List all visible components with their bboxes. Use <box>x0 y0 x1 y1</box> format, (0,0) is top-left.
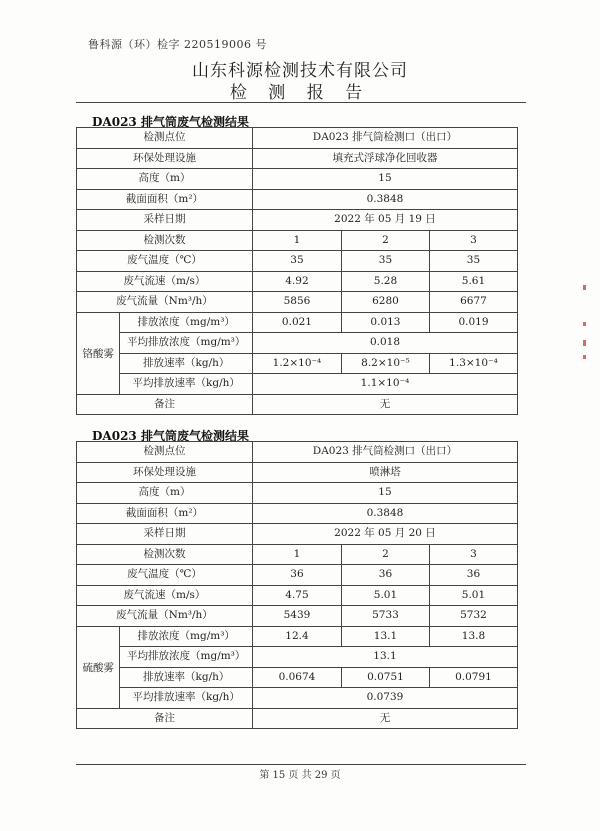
flow-cell: 5856 <box>252 292 341 313</box>
table-row <box>77 353 518 374</box>
speed-cell: 4.75 <box>252 585 341 606</box>
footer-rule <box>76 764 526 765</box>
table-row <box>77 626 518 647</box>
conc-cell: 13.1 <box>341 626 429 647</box>
table-row <box>77 708 518 729</box>
conc-label: 排放浓度（mg/m³） <box>120 626 252 647</box>
rate-cell: 0.0791 <box>429 667 517 688</box>
avg-rate-value: 1.1×10⁻⁴ <box>252 374 517 395</box>
section1-title: DA023 排气筒废气检测结果 <box>92 115 249 129</box>
point-value: DA023 排气筒检测口（出口） <box>252 442 517 463</box>
avg-rate-label: 平均排放速率（kg/h） <box>120 374 252 395</box>
document-number: 鲁科源（环）检字 220519006 号 <box>88 38 267 51</box>
table-row <box>77 688 518 709</box>
avg-conc-value: 13.1 <box>252 647 517 668</box>
height-label: 高度（m） <box>77 483 253 504</box>
count-cell: 3 <box>429 544 517 565</box>
area-label: 截面面积（m²） <box>77 189 253 210</box>
temp-cell: 36 <box>429 565 517 586</box>
table-row <box>77 374 518 395</box>
remark-label: 备注 <box>77 394 253 415</box>
table-row <box>77 148 518 169</box>
table-row <box>77 544 518 565</box>
temp-label: 废气温度（℃） <box>77 251 253 272</box>
table-row <box>77 394 518 415</box>
facility-value: 喷淋塔 <box>252 462 517 483</box>
temp-cell: 36 <box>341 565 429 586</box>
flow-cell: 6280 <box>341 292 429 313</box>
company-name: 山东科源检测技术有限公司 <box>192 61 408 81</box>
seal-mark <box>583 322 586 326</box>
count-label: 检测次数 <box>77 230 253 251</box>
speed-label: 废气流速（m/s） <box>77 585 253 606</box>
section2-table <box>76 441 518 729</box>
height-value: 15 <box>252 169 517 190</box>
table-row <box>77 210 518 231</box>
height-label: 高度（m） <box>77 169 253 190</box>
point-label: 检测点位 <box>77 128 253 149</box>
conc-cell: 0.021 <box>252 312 341 333</box>
count-cell: 2 <box>341 544 429 565</box>
seal-mark <box>583 355 586 359</box>
conc-cell: 13.8 <box>429 626 517 647</box>
rate-cell: 0.0751 <box>341 667 429 688</box>
table-row <box>77 271 518 292</box>
area-label: 截面面积（m²） <box>77 503 253 524</box>
rate-cell: 0.0674 <box>252 667 341 688</box>
count-cell: 1 <box>252 230 341 251</box>
section2-title: DA023 排气筒废气检测结果 <box>92 429 249 443</box>
table-row <box>77 503 518 524</box>
temp-cell: 36 <box>252 565 341 586</box>
count-cell: 3 <box>429 230 517 251</box>
flow-cell: 5733 <box>341 606 429 627</box>
point-value: DA023 排气筒检测口（出口） <box>252 128 517 149</box>
flow-label: 废气流量（Nm³/h） <box>77 606 253 627</box>
speed-label: 废气流速（m/s） <box>77 271 253 292</box>
table-row <box>77 524 518 545</box>
area-value: 0.3848 <box>252 189 517 210</box>
table-row <box>77 128 518 149</box>
avg-rate-label: 平均排放速率（kg/h） <box>120 688 252 709</box>
table-row <box>77 169 518 190</box>
speed-cell: 5.01 <box>341 585 429 606</box>
rate-cell: 1.2×10⁻⁴ <box>252 353 341 374</box>
seal-mark <box>583 340 586 346</box>
seal-mark <box>583 285 586 290</box>
speed-cell: 4.92 <box>252 271 341 292</box>
count-label: 检测次数 <box>77 544 253 565</box>
table-row <box>77 667 518 688</box>
facility-value: 填充式浮球净化回收器 <box>252 148 517 169</box>
avg-conc-value: 0.018 <box>252 333 517 354</box>
date-value: 2022 年 05 月 20 日 <box>252 524 517 545</box>
date-label: 采样日期 <box>77 524 253 545</box>
facility-label: 环保处理设施 <box>77 462 253 483</box>
remark-value: 无 <box>252 708 517 729</box>
count-cell: 2 <box>341 230 429 251</box>
rate-cell: 1.3×10⁻⁴ <box>429 353 517 374</box>
speed-cell: 5.28 <box>341 271 429 292</box>
point-label: 检测点位 <box>77 442 253 463</box>
date-value: 2022 年 05 月 19 日 <box>252 210 517 231</box>
flow-cell: 5732 <box>429 606 517 627</box>
temp-cell: 35 <box>252 251 341 272</box>
table-row <box>77 292 518 313</box>
table-row <box>77 189 518 210</box>
table-row <box>77 647 518 668</box>
conc-label: 排放浓度（mg/m³） <box>120 312 252 333</box>
rate-label: 排放速率（kg/h） <box>120 353 252 374</box>
rate-cell: 8.2×10⁻⁵ <box>341 353 429 374</box>
conc-cell: 0.013 <box>341 312 429 333</box>
table-row <box>77 462 518 483</box>
table-row <box>77 230 518 251</box>
count-cell: 1 <box>252 544 341 565</box>
speed-cell: 5.61 <box>429 271 517 292</box>
page-number: 第 15 页 共 29 页 <box>259 770 341 781</box>
table-row <box>77 312 518 333</box>
table-row <box>77 565 518 586</box>
remark-value: 无 <box>252 394 517 415</box>
conc-cell: 12.4 <box>252 626 341 647</box>
area-value: 0.3848 <box>252 503 517 524</box>
flow-cell: 5439 <box>252 606 341 627</box>
header-rule <box>76 102 526 103</box>
flow-label: 废气流量（Nm³/h） <box>77 292 253 313</box>
table-row <box>77 442 518 463</box>
report-title: 检 测 报 告 <box>229 83 371 103</box>
section1-table <box>76 127 518 415</box>
temp-cell: 35 <box>341 251 429 272</box>
table-row <box>77 585 518 606</box>
temp-label: 废气温度（℃） <box>77 565 253 586</box>
table-row <box>77 333 518 354</box>
pollutant-label: 铬酸雾 <box>77 312 120 394</box>
avg-conc-label: 平均排放浓度（mg/m³） <box>120 333 252 354</box>
height-value: 15 <box>252 483 517 504</box>
conc-cell: 0.019 <box>429 312 517 333</box>
rate-label: 排放速率（kg/h） <box>120 667 252 688</box>
remark-label: 备注 <box>77 708 253 729</box>
table-row <box>77 483 518 504</box>
flow-cell: 6677 <box>429 292 517 313</box>
speed-cell: 5.01 <box>429 585 517 606</box>
avg-conc-label: 平均排放浓度（mg/m³） <box>120 647 252 668</box>
pollutant-label: 硫酸雾 <box>77 626 120 708</box>
date-label: 采样日期 <box>77 210 253 231</box>
avg-rate-value: 0.0739 <box>252 688 517 709</box>
table-row <box>77 606 518 627</box>
facility-label: 环保处理设施 <box>77 148 253 169</box>
temp-cell: 35 <box>429 251 517 272</box>
table-row <box>77 251 518 272</box>
